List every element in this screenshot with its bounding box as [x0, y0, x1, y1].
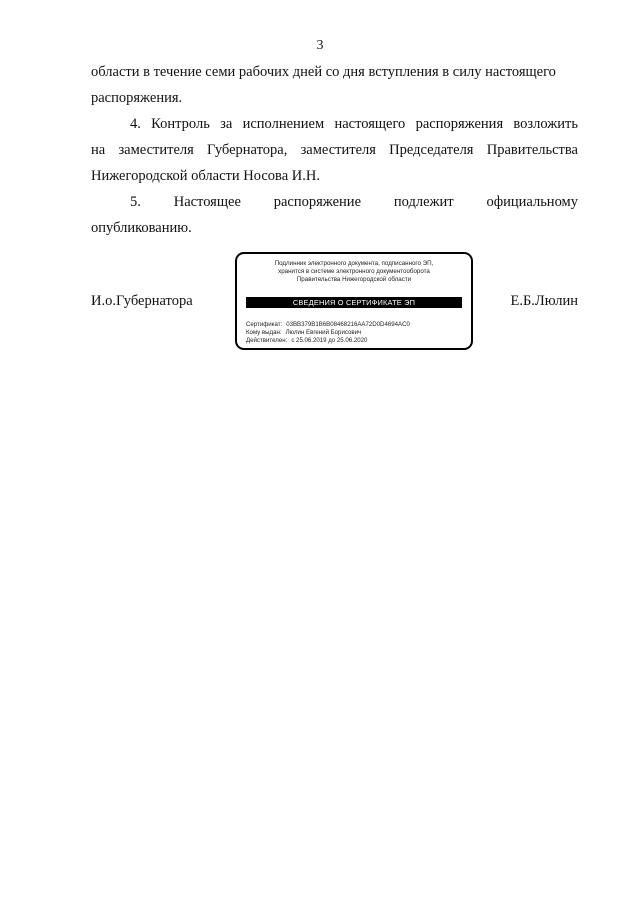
word: Правительства	[486, 142, 578, 158]
word: распоряжение	[273, 194, 362, 210]
paragraph-5-line-2: опубликованию.	[91, 220, 192, 236]
word: подлежит	[393, 194, 454, 210]
word: Губернатора,	[207, 142, 288, 158]
issued-to-value: Люлин Евгений Борисович	[285, 329, 362, 337]
word: Председателя	[389, 142, 474, 158]
issued-to-row	[246, 329, 465, 337]
stamp-header-line: Правительства Нижегородской области	[296, 276, 412, 284]
word: распоряжения	[415, 116, 504, 132]
certificate-info-bar: СВЕДЕНИЯ О СЕРТИФИКАТЕ ЭП	[246, 297, 462, 308]
certificate-value: 03BB379B1B6B08468216AA72D0D4694AC0	[286, 321, 410, 328]
word: заместителя	[300, 142, 376, 158]
e-signature-stamp	[235, 252, 473, 350]
word: 4.	[130, 116, 141, 132]
stamp-header-line: Подлинник электронного документа, подписанного ЭП,	[274, 260, 434, 267]
word: официальному	[486, 194, 578, 210]
paragraph-4-line-1	[130, 114, 578, 134]
validity-row	[246, 337, 465, 345]
word: исполнением	[242, 116, 325, 132]
stamp-header-line: хранится в системе электронного документооборота	[278, 268, 430, 276]
word: за	[220, 116, 233, 132]
stamp-header	[243, 260, 465, 285]
signer-name: Е.Б.Люлин	[510, 293, 578, 309]
word: Контроль	[151, 116, 210, 132]
word: заместителя	[118, 142, 194, 158]
paragraph-3-line-2: распоряжения.	[91, 90, 183, 106]
paragraph-text: области в течение семи рабочих дней со дня вступления в силу настоящего	[91, 64, 556, 80]
certificate-details	[246, 321, 465, 346]
paragraph-5-line-1	[130, 192, 578, 212]
paragraph-3-line-1	[91, 62, 578, 82]
word: возложить	[513, 116, 578, 132]
paragraph-4-line-3: Нижегородской области Носова И.Н.	[91, 168, 320, 184]
issued-to-label: Кому выдан:	[246, 329, 282, 337]
word: 5.	[130, 194, 141, 210]
word: настоящего	[334, 116, 406, 132]
paragraph-4-line-2	[91, 140, 578, 160]
signer-title: И.о.Губернатора	[91, 293, 193, 309]
validity-value: с 25.06.2019 до 25.06.2020	[291, 337, 368, 345]
certificate-row	[246, 321, 465, 329]
page-number: 3	[316, 38, 324, 53]
word: Настоящее	[173, 194, 241, 210]
certificate-label: Сертификат:	[246, 321, 283, 328]
validity-label: Действителен:	[246, 337, 288, 345]
word: на	[91, 142, 106, 158]
